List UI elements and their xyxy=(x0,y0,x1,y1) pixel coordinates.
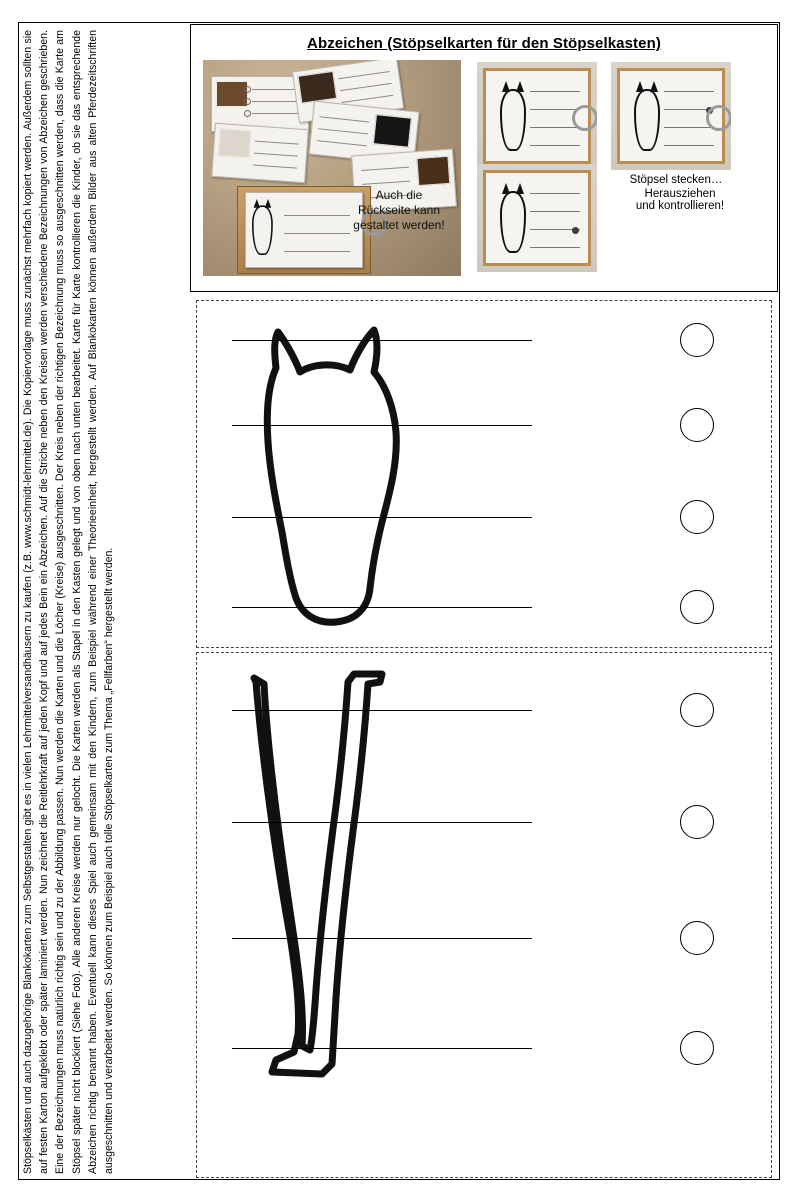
horse-head-outline-icon xyxy=(214,316,454,636)
photo-step-2 xyxy=(611,62,731,170)
answer-line xyxy=(232,1048,532,1049)
answer-line xyxy=(232,425,532,426)
callout-line-3: gestaltet werden! xyxy=(353,218,445,232)
answer-line xyxy=(232,607,532,608)
instruction-panel xyxy=(190,24,778,292)
caption-step-3-line-2: und kontrollieren! xyxy=(635,200,725,212)
answer-circle[interactable] xyxy=(680,1031,714,1065)
answer-line xyxy=(232,938,532,939)
answer-line xyxy=(232,710,532,711)
callout-backside xyxy=(339,188,459,233)
answer-circle[interactable] xyxy=(680,500,714,534)
caption-step-3-line-1: Herausziehen xyxy=(644,188,716,200)
photo-group xyxy=(191,60,777,282)
panel-title: Abzeichen (Stöpselkarten für den Stöpselkasten) xyxy=(307,35,661,52)
answer-line xyxy=(232,822,532,823)
answer-line xyxy=(232,517,532,518)
side-description-block xyxy=(20,24,186,1178)
caption-step-2: Stöpsel stecken… xyxy=(629,174,723,186)
answer-line xyxy=(232,340,532,341)
side-description-text: Stöpselkästen und auch dazugehörige Blankokarten zum Selbstgestalten gibt es in vielen Lehrmittelversandhäusern zu kaufen (z.B. www.schmidt-lehrmittel.de). Die Kopiervorlage muss zunächst mehrfach kopiert werden. Außerdem sollten sie auf festen Karton aufgeklebt oder später laminiert werden. Nun zeichnet die Reitlehrkraft auf jeden Kopf und auf jedes Bein ein Abzeichen. Auf die Striche neben den Kreisen werden verschiedene Bezeichnungen von Abzeichen geschrieben. Eine der Bezeichnungen muss natürlich richtig sein und zu der Abbildung passen. Nun werden die Karten und die Löcher (Kreise) ausgeschnitten. Der Kreis neben der richtigen Bezeichnung muss so ausgeschnitten werden, dass die Karte am Stöpsel später nicht blockiert (Siehe Foto). Alle anderen Kreise werden nur gelocht. Die Karten werden als Stapel in den Kasten gelegt und von oben nach unten bearbeitet. Karte für Karte kontrollieren die Kinder, ob sie das entsprechende Abzeichen richtig benannt haben. Eventuell kann dieses Spiel auch gemeinsam mit den Kindern, zum Beispiel während einer Theorieeinheit, hergestellt werden. Auf Blankokarten können außerdem Bilder aus alten Pferdezeitschriften ausgeschnitten und verarbeitet werden. So können zum Beispiel auch tolle Stöpselkarten zum Thema „Fellfarben“ hergestellt werden. xyxy=(22,30,116,1174)
caption-step-3 xyxy=(605,188,755,212)
callout-line-1: Auch die xyxy=(375,188,423,202)
answer-circle[interactable] xyxy=(680,805,714,839)
photo-step-3 xyxy=(477,164,597,272)
answer-circle[interactable] xyxy=(680,693,714,727)
callout-line-2: Rückseite kann xyxy=(357,203,441,217)
answer-circle[interactable] xyxy=(680,590,714,624)
answer-circle[interactable] xyxy=(680,323,714,357)
photo-step-1 xyxy=(477,62,597,170)
answer-circle[interactable] xyxy=(680,921,714,955)
answer-circle[interactable] xyxy=(680,408,714,442)
horse-leg-outline-icon xyxy=(236,668,416,1108)
photo-overview xyxy=(203,60,461,276)
